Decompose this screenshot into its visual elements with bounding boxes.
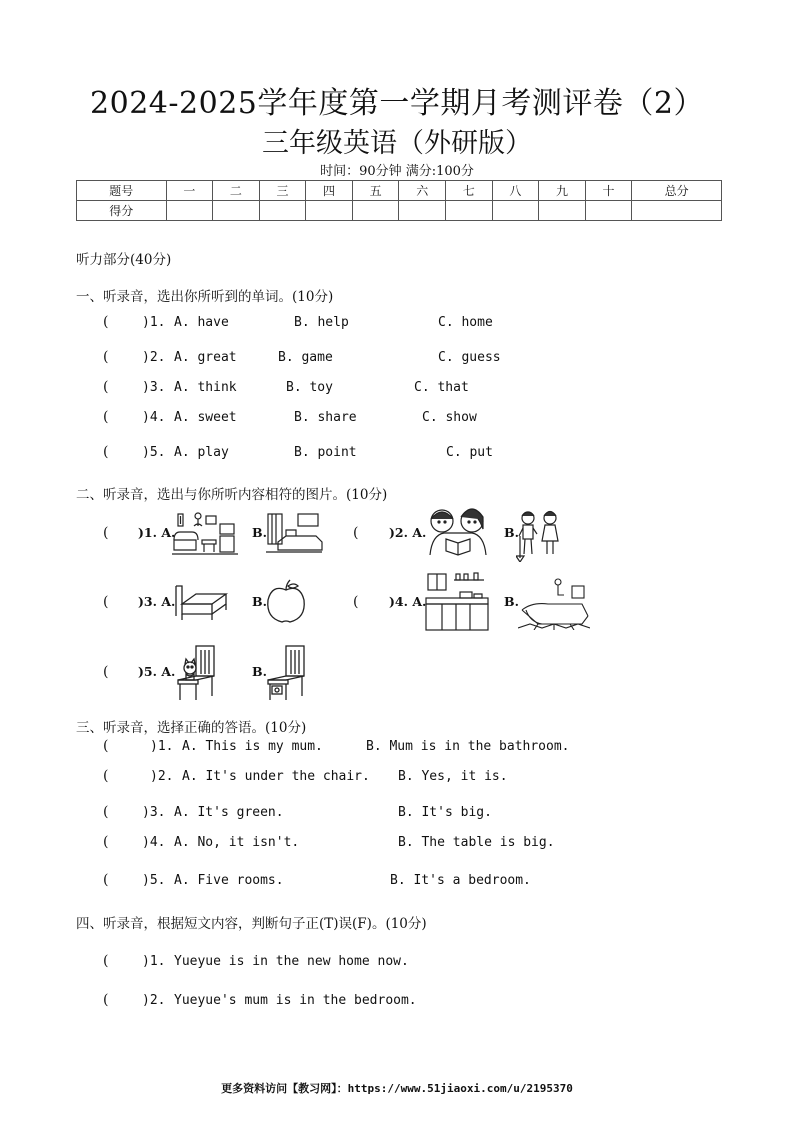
score-input-cell[interactable] (306, 201, 353, 221)
answer-blank[interactable]: ( (353, 525, 359, 541)
answer-blank[interactable]: ( (103, 768, 109, 784)
question-number: )1. (150, 739, 174, 754)
option-b-label: B. (252, 525, 267, 540)
answer-blank[interactable]: ( (103, 953, 109, 969)
question-number: )1. (142, 315, 166, 330)
answer-blank[interactable]: ( (103, 992, 109, 1008)
option-a: A. think (174, 380, 237, 395)
listening-part-header: 听力部分(40分) (76, 252, 172, 268)
chair-with-cat-icon (174, 644, 218, 702)
option-b: B. It's a bedroom. (390, 873, 531, 888)
answer-blank[interactable]: ( (103, 804, 109, 820)
answer-blank[interactable]: ( (103, 738, 109, 754)
option-b: B. game (278, 350, 333, 365)
score-input-cell[interactable] (352, 201, 399, 221)
kitchen-icon (424, 572, 490, 632)
option-a: A. great (174, 350, 237, 365)
score-input-cell[interactable] (539, 201, 586, 221)
statement-text: Yueyue is in the new home now. (174, 954, 409, 969)
score-input-cell[interactable] (446, 201, 493, 221)
question-number: )2. (142, 350, 166, 365)
score-cell: 五 (352, 181, 399, 201)
option-a: A. It's under the chair. (182, 769, 370, 784)
answer-blank[interactable]: ( (103, 664, 109, 680)
score-cell: 八 (492, 181, 539, 201)
option-a: A. No, it isn't. (174, 835, 300, 850)
score-cell: 六 (399, 181, 446, 201)
answer-blank[interactable]: ( (103, 314, 109, 330)
score-cell: 总分 (632, 181, 722, 201)
score-input-cell[interactable] (166, 201, 213, 221)
score-cell: 七 (446, 181, 493, 201)
option-b: B. help (294, 315, 349, 330)
apple-icon (262, 578, 310, 626)
girls-reading-icon (424, 505, 494, 557)
score-cell: 三 (259, 181, 306, 201)
option-b: B. toy (286, 380, 333, 395)
exam-title: 2024-2025学年度第一学期月考测评卷（2） (90, 86, 704, 121)
option-b: B. point (294, 445, 357, 460)
exam-subtitle-grade: 三年级英语（外研版） (262, 128, 532, 159)
bedroom-icon (264, 512, 324, 556)
score-table-header-row (77, 181, 722, 201)
section2-title: 二、听录音，选出与你所听内容相符的图片。(10分) (76, 487, 388, 503)
option-c: C. put (446, 445, 493, 460)
section1-title: 一、听录音，选出你所听到的单词。(10分) (76, 289, 334, 305)
question-number: )3. A. (138, 594, 176, 609)
score-cell: 九 (539, 181, 586, 201)
option-b-label: B. (504, 525, 519, 540)
option-a: A. Five rooms. (174, 873, 284, 888)
question-number: )2. (142, 993, 166, 1008)
exam-time-score: 时间：90分钟 满分:100分 (320, 164, 474, 179)
answer-blank[interactable]: ( (103, 525, 109, 541)
option-b: B. Mum is in the bathroom. (366, 739, 570, 754)
answer-blank[interactable]: ( (103, 379, 109, 395)
answer-blank[interactable]: ( (353, 594, 359, 610)
option-a: A. sweet (174, 410, 237, 425)
score-cell: 二 (213, 181, 260, 201)
question-number: )2. A. (389, 525, 427, 540)
option-a: A. It's green. (174, 805, 284, 820)
score-input-cell[interactable] (492, 201, 539, 221)
score-table (76, 180, 722, 221)
option-a: A. play (174, 445, 229, 460)
score-input-cell[interactable] (632, 201, 722, 221)
question-number: )5. (142, 873, 166, 888)
question-number: )1. A. (138, 525, 176, 540)
question-number: )1. (142, 954, 166, 969)
chair-icon (264, 644, 308, 702)
option-c: C. that (414, 380, 469, 395)
statement-text: Yueyue's mum is in the bedroom. (174, 993, 417, 1008)
score-cell: 四 (306, 181, 353, 201)
option-b: B. Yes, it is. (398, 769, 508, 784)
score-input-cell[interactable] (399, 201, 446, 221)
question-number: )4. (142, 835, 166, 850)
option-b-label: B. (252, 664, 267, 679)
option-c: C. show (422, 410, 477, 425)
boy-girl-icon (516, 510, 562, 562)
question-number: )4. (142, 410, 166, 425)
option-b: B. share (294, 410, 357, 425)
answer-blank[interactable]: ( (103, 444, 109, 460)
question-number: )5. A. (138, 664, 176, 679)
question-number: )5. (142, 445, 166, 460)
score-cell: 十 (585, 181, 632, 201)
bathroom-icon (518, 576, 590, 630)
answer-blank[interactable]: ( (103, 349, 109, 365)
question-number: )2. (150, 769, 174, 784)
option-c: C. guess (438, 350, 501, 365)
bed-icon (172, 580, 230, 622)
answer-blank[interactable]: ( (103, 872, 109, 888)
score-input-cell[interactable] (259, 201, 306, 221)
score-cell: 一 (166, 181, 213, 201)
answer-blank[interactable]: ( (103, 834, 109, 850)
option-b-label: B. (504, 594, 519, 609)
score-table-score-row (77, 201, 722, 221)
option-a: A. This is my mum. (182, 739, 323, 754)
score-input-cell[interactable] (213, 201, 260, 221)
score-cell: 题号 (77, 181, 167, 201)
option-c: C. home (438, 315, 493, 330)
living-room-icon (172, 510, 238, 558)
score-cell: 得分 (77, 201, 167, 221)
question-number: )4. A. (389, 594, 427, 609)
question-number: )3. (142, 805, 166, 820)
answer-blank[interactable]: ( (103, 594, 109, 610)
footer-link[interactable]: 更多资料访问【教习网】：https://www.51jiaoxi.com/u/2195370 (221, 1082, 573, 1095)
section3-title: 三、听录音，选择正确的答语。(10分) (76, 720, 307, 736)
option-b: B. The table is big. (398, 835, 555, 850)
score-input-cell[interactable] (585, 201, 632, 221)
option-b: B. It's big. (398, 805, 492, 820)
answer-blank[interactable]: ( (103, 409, 109, 425)
section4-title: 四、听录音，根据短文内容，判断句子正(T)误(F)。(10分) (76, 916, 427, 932)
option-a: A. have (174, 315, 229, 330)
option-b-label: B. (252, 594, 267, 609)
question-number: )3. (142, 380, 166, 395)
